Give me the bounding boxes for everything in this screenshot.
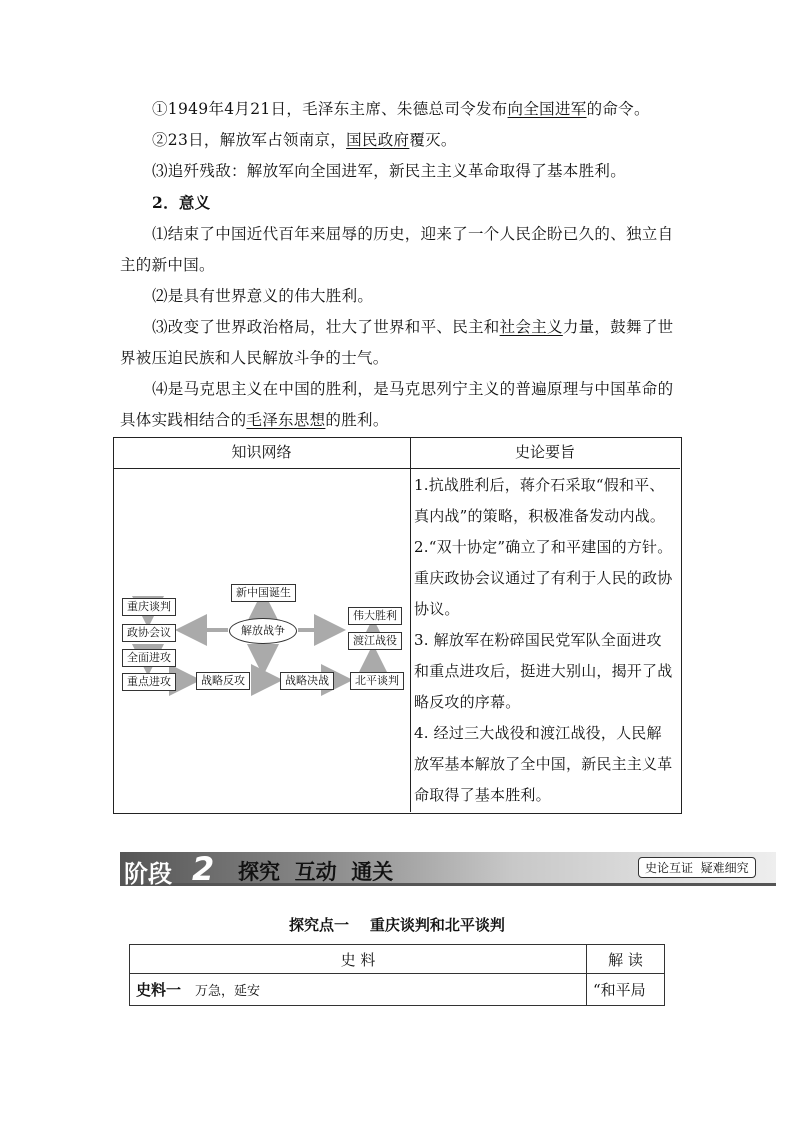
summary-points <box>414 470 676 811</box>
node-peiping-talks: 北平谈判 <box>350 672 404 690</box>
node-yangtze-crossing: 渡江战役 <box>348 632 402 650</box>
banner-bottom-line <box>120 883 776 886</box>
node-strategic-decisive: 战略决战 <box>280 672 334 690</box>
stage-banner <box>120 850 776 888</box>
table-row <box>130 974 665 1006</box>
node-center-liberation-war: 解放战争 <box>229 618 297 644</box>
underlined-text: 向全国进军 <box>507 100 587 118</box>
meaning-4: ⑷是马克思主义在中国的胜利，是马克思列宁主义的普遍原理与中国革命的具体实践相结合的毛泽东思想的胜利。 <box>120 380 674 429</box>
table-column-divider <box>410 437 411 812</box>
summary-point-4: 4. 经过三大战役和渡江战役，人民解放军基本解放了全中国，新民主主义革命取得了基本胜利。 <box>414 724 673 804</box>
paragraph-2: ②23日，解放军占领南京，国民政府覆灭。 <box>152 131 457 149</box>
underlined-text: 毛泽东思想 <box>246 411 326 429</box>
node-key-attack: 重点进攻 <box>122 673 176 691</box>
banner-title: 探究 互动 通关 <box>238 859 394 884</box>
node-all-out-attack: 全面进攻 <box>122 649 176 667</box>
text-block <box>120 94 680 436</box>
source-text: 万急，延安 <box>195 984 261 999</box>
banner-tag: 史论互证 疑难细究 <box>638 857 756 878</box>
source-label: 史料一 <box>136 981 182 999</box>
section-title: 探究点一 重庆谈判和北平谈判 <box>289 916 505 934</box>
interpretation-cell: “和平局 <box>587 974 665 1006</box>
node-chongqing-talks: 重庆谈判 <box>122 598 176 616</box>
node-new-china: 新中国诞生 <box>231 584 296 602</box>
source-table <box>129 944 665 1006</box>
underlined-text: 国民政府 <box>346 131 410 149</box>
meaning-1: ⑴结束了中国近代百年来屈辱的历史，迎来了一个人民企盼已久的、独立自主的新中国。 <box>120 225 674 274</box>
summary-point-2: 2.“双十协定”确立了和平建国的方针。重庆政协会议通过了有利于人民的政协协议。 <box>414 538 673 618</box>
paragraph-1: ①1949年4月21日，毛泽东主席、朱德总司令发布向全国进军的命令。 <box>152 100 650 118</box>
meaning-3: ⑶改变了世界政治格局，壮大了世界和平、民主和社会主义力量，鼓舞了世界被压迫民族和人民解放斗争的士气。 <box>120 318 674 367</box>
table-header-network: 知识网络 <box>231 443 292 461</box>
header-interpretation: 解 读 <box>587 945 665 974</box>
table-row <box>130 945 665 974</box>
header-source: 史 料 <box>130 945 587 974</box>
node-great-victory: 伟大胜利 <box>348 607 402 625</box>
meaning-2: ⑵是具有世界意义的伟大胜利。 <box>152 287 374 305</box>
table-header-summary: 史论要旨 <box>514 443 575 461</box>
summary-point-1: 1.抗战胜利后，蒋介石采取“假和平、真内战”的策略，积极准备发动内战。 <box>414 476 666 525</box>
banner-stage-label: 阶段 <box>124 860 172 888</box>
node-pcc: 政协会议 <box>122 624 176 642</box>
section-heading: 2．意义 <box>152 193 211 212</box>
paragraph-3: ⑶追歼残敌：解放军向全国进军，新民主主义革命取得了基本胜利。 <box>152 162 627 180</box>
underlined-text: 社会主义 <box>499 318 563 336</box>
source-cell <box>130 974 587 1006</box>
summary-point-3: 3. 解放军在粉碎国民党军队全面进攻和重点进攻后，挺进大别山，揭开了战略反攻的序幕。 <box>414 631 673 711</box>
node-strategic-counterattack: 战略反攻 <box>196 672 250 690</box>
banner-stage-number: 2 <box>192 850 215 888</box>
